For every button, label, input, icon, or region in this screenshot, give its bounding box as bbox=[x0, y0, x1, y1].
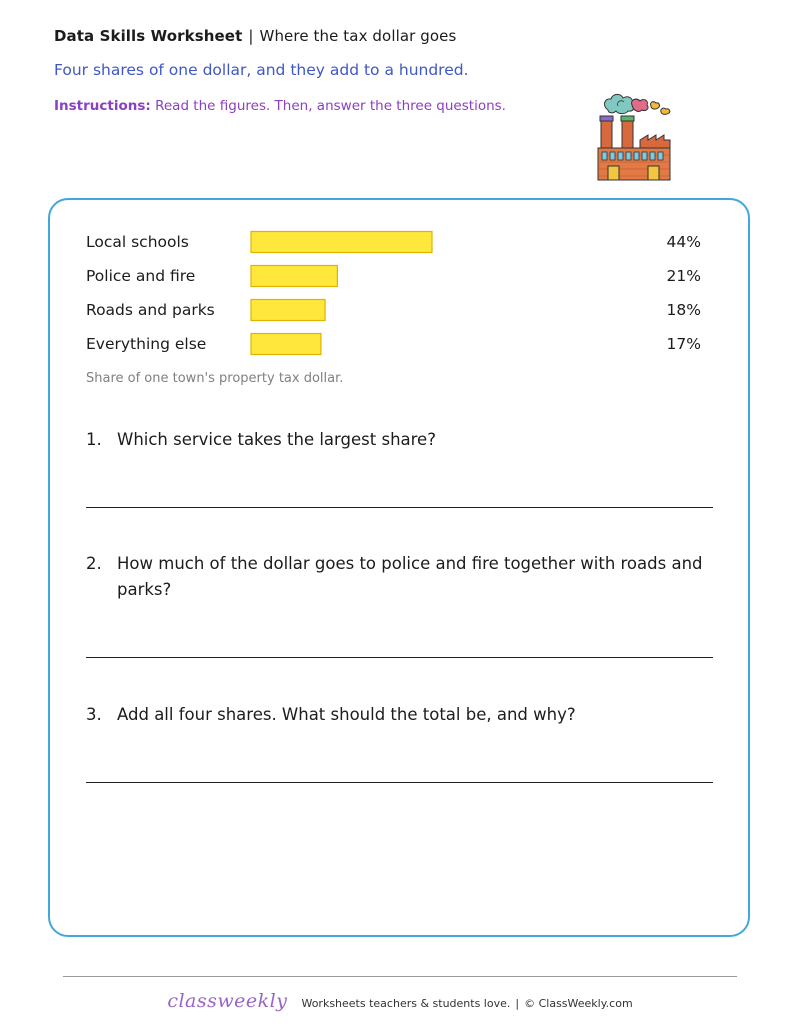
footer-copyright: © ClassWeekly.com bbox=[524, 997, 633, 1010]
question-text: Add all four shares. What should the total be, and why? bbox=[117, 705, 576, 724]
answer-line-1[interactable] bbox=[86, 507, 713, 508]
bar-value-label: 17% bbox=[666, 335, 701, 353]
answer-line-3[interactable] bbox=[86, 782, 713, 783]
chart-caption: Share of one town's property tax dollar. bbox=[86, 371, 344, 386]
question-number: 1. bbox=[86, 430, 102, 449]
bar-label: Everything else bbox=[86, 335, 207, 353]
brand-logo: classweekly bbox=[167, 990, 288, 1012]
header-separator: | bbox=[248, 27, 254, 45]
instructions-lead: Instructions: bbox=[54, 98, 151, 114]
bar-label: Police and fire bbox=[86, 267, 196, 285]
bar-value-label: 44% bbox=[666, 233, 701, 251]
page-footer bbox=[0, 990, 800, 1012]
footer-separator: | bbox=[515, 997, 520, 1010]
bar-label: Local schools bbox=[86, 233, 189, 251]
instructions-text: Read the figures. Then, answer the three questions. bbox=[155, 98, 506, 114]
bar-value-label: 21% bbox=[666, 267, 701, 285]
bar-label: Roads and parks bbox=[86, 301, 215, 319]
answer-line-2[interactable] bbox=[86, 657, 713, 658]
question-text: Which service takes the largest share? bbox=[117, 430, 436, 449]
question-number: 3. bbox=[86, 705, 102, 724]
question-text: How much of the dollar goes to police and fire together with roads and parks? bbox=[117, 554, 703, 599]
worksheet-subtitle: Four shares of one dollar, and they add to a hundred. bbox=[54, 61, 469, 79]
worksheet-topic: Where the tax dollar goes bbox=[259, 27, 457, 45]
footer-divider bbox=[63, 976, 737, 977]
question-3 bbox=[86, 702, 716, 728]
question-number: 2. bbox=[86, 554, 102, 573]
question-1 bbox=[86, 427, 716, 453]
instructions bbox=[54, 98, 506, 114]
worksheet-kind: Data Skills Worksheet bbox=[54, 27, 243, 45]
question-2 bbox=[86, 551, 716, 603]
footer-tagline: Worksheets teachers & students love. bbox=[301, 997, 511, 1010]
bar-value-label: 18% bbox=[666, 301, 701, 319]
worksheet-header bbox=[54, 27, 456, 45]
factory-icon bbox=[594, 92, 676, 184]
